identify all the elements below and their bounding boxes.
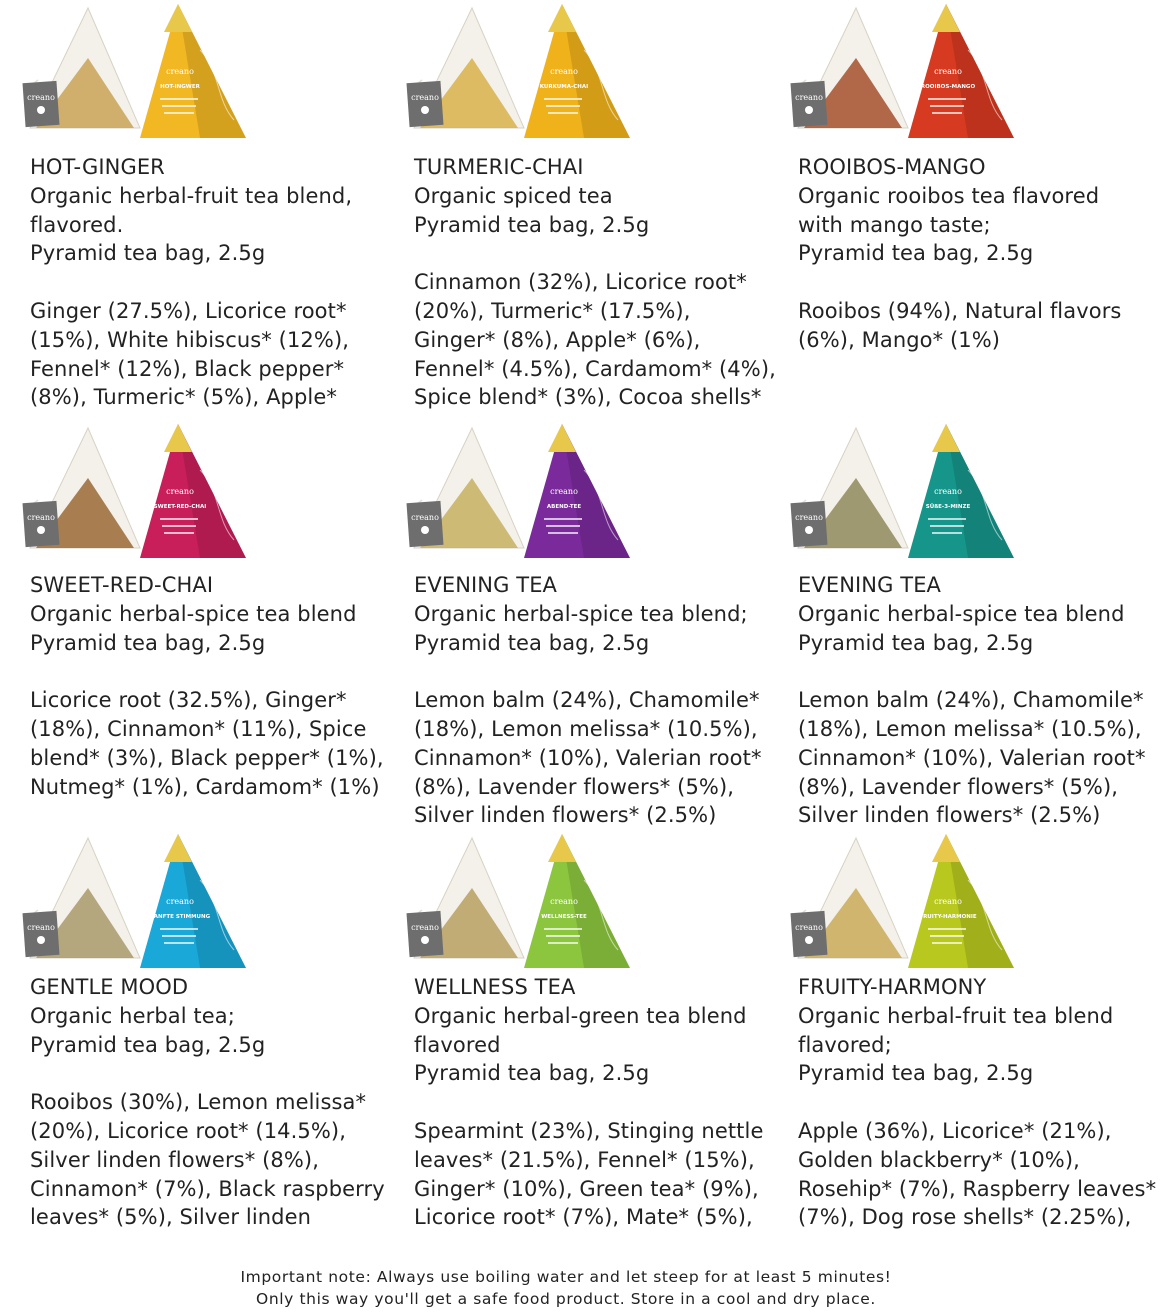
product-description xyxy=(414,571,762,830)
tag-brand-text: creano xyxy=(27,513,55,522)
product-subtitle-line: Organic rooibos tea flavored xyxy=(798,183,1100,208)
product-subtitle-line: Organic herbal-spice tea blend; xyxy=(414,601,748,626)
ingredient-line: Golden blackberry* (10%), xyxy=(798,1147,1080,1172)
ingredient-line: (6%), Mango* (1%) xyxy=(798,327,1001,352)
ingredient-line: Ginger* (10%), Green tea* (9%), xyxy=(414,1176,759,1201)
ingredient-line: Silver linden flowers* (8%), xyxy=(30,1147,319,1172)
product-title: TURMERIC-CHAI xyxy=(414,155,584,179)
ingredient-line: (20%), Turmeric* (17.5%), xyxy=(414,298,691,323)
ingredient-line: (8%), Lavender flowers* (5%), xyxy=(798,774,1119,799)
product-subtitle-line: flavored xyxy=(414,1032,501,1057)
tag-brand-text: creano xyxy=(411,923,439,932)
product-subtitle-line: Organic herbal-spice tea blend xyxy=(30,601,357,626)
ingredient-line: Licorice root* (7%), Mate* (5%), xyxy=(414,1205,753,1230)
ingredient-line: (18%), Lemon melissa* (10.5%), xyxy=(414,716,758,741)
product-description xyxy=(30,571,384,801)
ingredient-line: Rooibos (94%), Natural flavors xyxy=(798,298,1122,323)
product-image xyxy=(10,420,250,568)
product-subtitle-line: with mango taste; xyxy=(798,212,991,237)
package-info: Pyramid tea bag, 2.5g xyxy=(798,1061,1034,1086)
ingredient-line: (18%), Cinnamon* (11%), Spice xyxy=(30,716,367,741)
product-image xyxy=(10,830,250,978)
ingredient-line: (8%), Lavender flowers* (5%), xyxy=(414,774,735,799)
ingredient-line: leaves* (21.5%), Fennel* (15%), xyxy=(414,1147,755,1172)
box-brand-text: creano xyxy=(550,487,578,496)
box-label-text: SANFTE STIMMUNG xyxy=(149,914,211,920)
ingredient-line: Ginger* (8%), Apple* (6%), xyxy=(414,327,701,352)
spacer xyxy=(30,657,378,686)
product-box-icon xyxy=(140,4,246,138)
bag-tag-icon xyxy=(407,501,444,547)
box-label-text: SÜßE-3-MINZE xyxy=(925,504,971,510)
box-brand-text: creano xyxy=(934,67,962,76)
ingredient-line: Cinnamon (32%), Licorice root* xyxy=(414,270,747,295)
bag-tag-icon xyxy=(23,81,60,127)
ingredient-line: (7%), Dog rose shells* (2.25%), xyxy=(798,1205,1132,1230)
ingredient-line: Cinnamon* (10%), Valerian root* xyxy=(798,745,1146,770)
package-info: Pyramid tea bag, 2.5g xyxy=(30,1032,266,1057)
product-box-icon xyxy=(524,424,630,558)
box-label-text: ROOIBOS-MANGO xyxy=(920,84,976,90)
ingredient-line: Spice blend* (3%), Cocoa shells* xyxy=(414,385,762,410)
package-info: Pyramid tea bag, 2.5g xyxy=(414,212,650,237)
box-label-text: SWEET-RED-CHAI xyxy=(153,504,207,510)
product-description xyxy=(30,153,378,412)
package-info: Pyramid tea bag, 2.5g xyxy=(30,241,266,266)
package-info: Pyramid tea bag, 2.5g xyxy=(798,630,1034,655)
package-info: Pyramid tea bag, 2.5g xyxy=(798,241,1034,266)
product-title: ROOIBOS-MANGO xyxy=(798,155,986,179)
product-description xyxy=(798,973,1157,1232)
spacer xyxy=(798,1088,1146,1117)
ingredient-line: (18%), Lemon melissa* (10.5%), xyxy=(798,716,1142,741)
bag-tag-icon xyxy=(407,911,444,957)
ingredient-line: Nutmeg* (1%), Cardamom* (1%) xyxy=(30,774,380,799)
tag-brand-text: creano xyxy=(795,923,823,932)
ingredient-line: (8%), Turmeric* (5%), Apple* xyxy=(30,385,337,410)
important-note xyxy=(0,1266,1132,1310)
box-brand-text: creano xyxy=(550,897,578,906)
product-image xyxy=(778,0,1018,148)
product-box-icon xyxy=(908,4,1014,138)
product-box-icon xyxy=(140,424,246,558)
product-title: GENTLE MOOD xyxy=(30,975,189,999)
spacer xyxy=(414,657,762,686)
product-box-icon xyxy=(524,834,630,968)
product-image xyxy=(394,420,634,568)
ingredient-line: Fennel* (12%), Black pepper* xyxy=(30,356,345,381)
box-brand-text: creano xyxy=(934,487,962,496)
product-description xyxy=(414,973,762,1232)
product-subtitle-line: Organic herbal tea; xyxy=(30,1003,235,1028)
ingredient-line: Ginger (27.5%), Licorice root* xyxy=(30,298,347,323)
package-info: Pyramid tea bag, 2.5g xyxy=(30,630,266,655)
spacer xyxy=(798,268,1146,297)
product-image xyxy=(394,0,634,148)
product-title: EVENING TEA xyxy=(798,573,942,597)
ingredient-line: Licorice root (32.5%), Ginger* xyxy=(30,688,347,713)
ingredient-line: Spearmint (23%), Stinging nettle xyxy=(414,1118,764,1143)
ingredient-line: (20%), Licorice root* (14.5%), xyxy=(30,1118,347,1143)
ingredient-line: blend* (3%), Black pepper* (1%), xyxy=(30,745,384,770)
product-box-icon xyxy=(140,834,246,968)
product-title: EVENING TEA xyxy=(414,573,558,597)
ingredient-line: Silver linden flowers* (2.5%) xyxy=(414,803,717,828)
spacer xyxy=(414,239,762,268)
product-image xyxy=(778,420,1018,568)
box-brand-text: creano xyxy=(934,897,962,906)
bag-tag-icon xyxy=(791,501,828,547)
spacer xyxy=(414,1088,762,1117)
box-brand-text: creano xyxy=(166,897,194,906)
bag-tag-icon xyxy=(407,81,444,127)
note-line-1: Important note: Always use boiling water and let steep for at least 5 minutes! xyxy=(240,1268,892,1286)
ingredient-line: Lemon balm (24%), Chamomile* xyxy=(798,688,1144,713)
box-label-text: WELLNESS-TEE xyxy=(541,914,587,920)
spacer xyxy=(30,268,378,297)
tag-brand-text: creano xyxy=(411,513,439,522)
product-title: HOT-GINGER xyxy=(30,155,165,179)
bag-tag-icon xyxy=(791,911,828,957)
product-description xyxy=(798,571,1146,830)
ingredient-line: Rooibos (30%), Lemon melissa* xyxy=(30,1090,367,1115)
bag-tag-icon xyxy=(23,911,60,957)
product-subtitle-line: flavored; xyxy=(798,1032,892,1057)
ingredient-line: (15%), White hibiscus* (12%), xyxy=(30,327,350,352)
product-title: SWEET-RED-CHAI xyxy=(30,573,214,597)
product-box-icon xyxy=(908,424,1014,558)
ingredient-line: Cinnamon* (7%), Black raspberry xyxy=(30,1176,385,1201)
ingredient-line: Apple (36%), Licorice* (21%), xyxy=(798,1118,1112,1143)
product-subtitle-line: Organic spiced tea xyxy=(414,183,613,208)
box-label-text: FRUITY-HARMONIE xyxy=(919,914,977,920)
box-brand-text: creano xyxy=(166,67,194,76)
product-image xyxy=(394,830,634,978)
package-info: Pyramid tea bag, 2.5g xyxy=(414,630,650,655)
product-subtitle-line: Organic herbal-fruit tea blend, xyxy=(30,183,353,208)
ingredient-line: Rosehip* (7%), Raspberry leaves* xyxy=(798,1176,1157,1201)
product-box-icon xyxy=(524,4,630,138)
product-title: FRUITY-HARMONY xyxy=(798,975,987,999)
box-label-text: KURKUMA-CHAI xyxy=(539,84,589,90)
spacer xyxy=(30,1059,378,1088)
product-description xyxy=(414,153,776,412)
ingredient-line: Lemon balm (24%), Chamomile* xyxy=(414,688,760,713)
product-title: WELLNESS TEA xyxy=(414,975,576,999)
bag-tag-icon xyxy=(23,501,60,547)
box-label-text: ABEND-TEE xyxy=(546,504,582,510)
box-label-text: HOT-INGWER xyxy=(160,84,200,90)
box-brand-text: creano xyxy=(166,487,194,496)
ingredient-line: leaves* (5%), Silver linden xyxy=(30,1205,312,1230)
tag-brand-text: creano xyxy=(411,93,439,102)
product-subtitle-line: Organic herbal-fruit tea blend xyxy=(798,1003,1114,1028)
product-subtitle-line: Organic herbal-green tea blend xyxy=(414,1003,747,1028)
product-image xyxy=(10,0,250,148)
ingredient-line: Silver linden flowers* (2.5%) xyxy=(798,803,1101,828)
package-info: Pyramid tea bag, 2.5g xyxy=(414,1061,650,1086)
product-image xyxy=(778,830,1018,978)
product-box-icon xyxy=(908,834,1014,968)
spacer xyxy=(798,657,1146,686)
ingredient-line: Fennel* (4.5%), Cardamom* (4%), xyxy=(414,356,776,381)
product-description xyxy=(798,153,1146,355)
product-subtitle-line: Organic herbal-spice tea blend xyxy=(798,601,1125,626)
tag-brand-text: creano xyxy=(795,513,823,522)
tag-brand-text: creano xyxy=(795,93,823,102)
bag-tag-icon xyxy=(791,81,828,127)
product-description xyxy=(30,973,385,1232)
product-subtitle-line: flavored. xyxy=(30,212,124,237)
tag-brand-text: creano xyxy=(27,93,55,102)
note-line-2: Only this way you'll get a safe food product. Store in a cool and dry place. xyxy=(256,1290,876,1308)
box-brand-text: creano xyxy=(550,67,578,76)
tag-brand-text: creano xyxy=(27,923,55,932)
ingredient-line: Cinnamon* (10%), Valerian root* xyxy=(414,745,762,770)
